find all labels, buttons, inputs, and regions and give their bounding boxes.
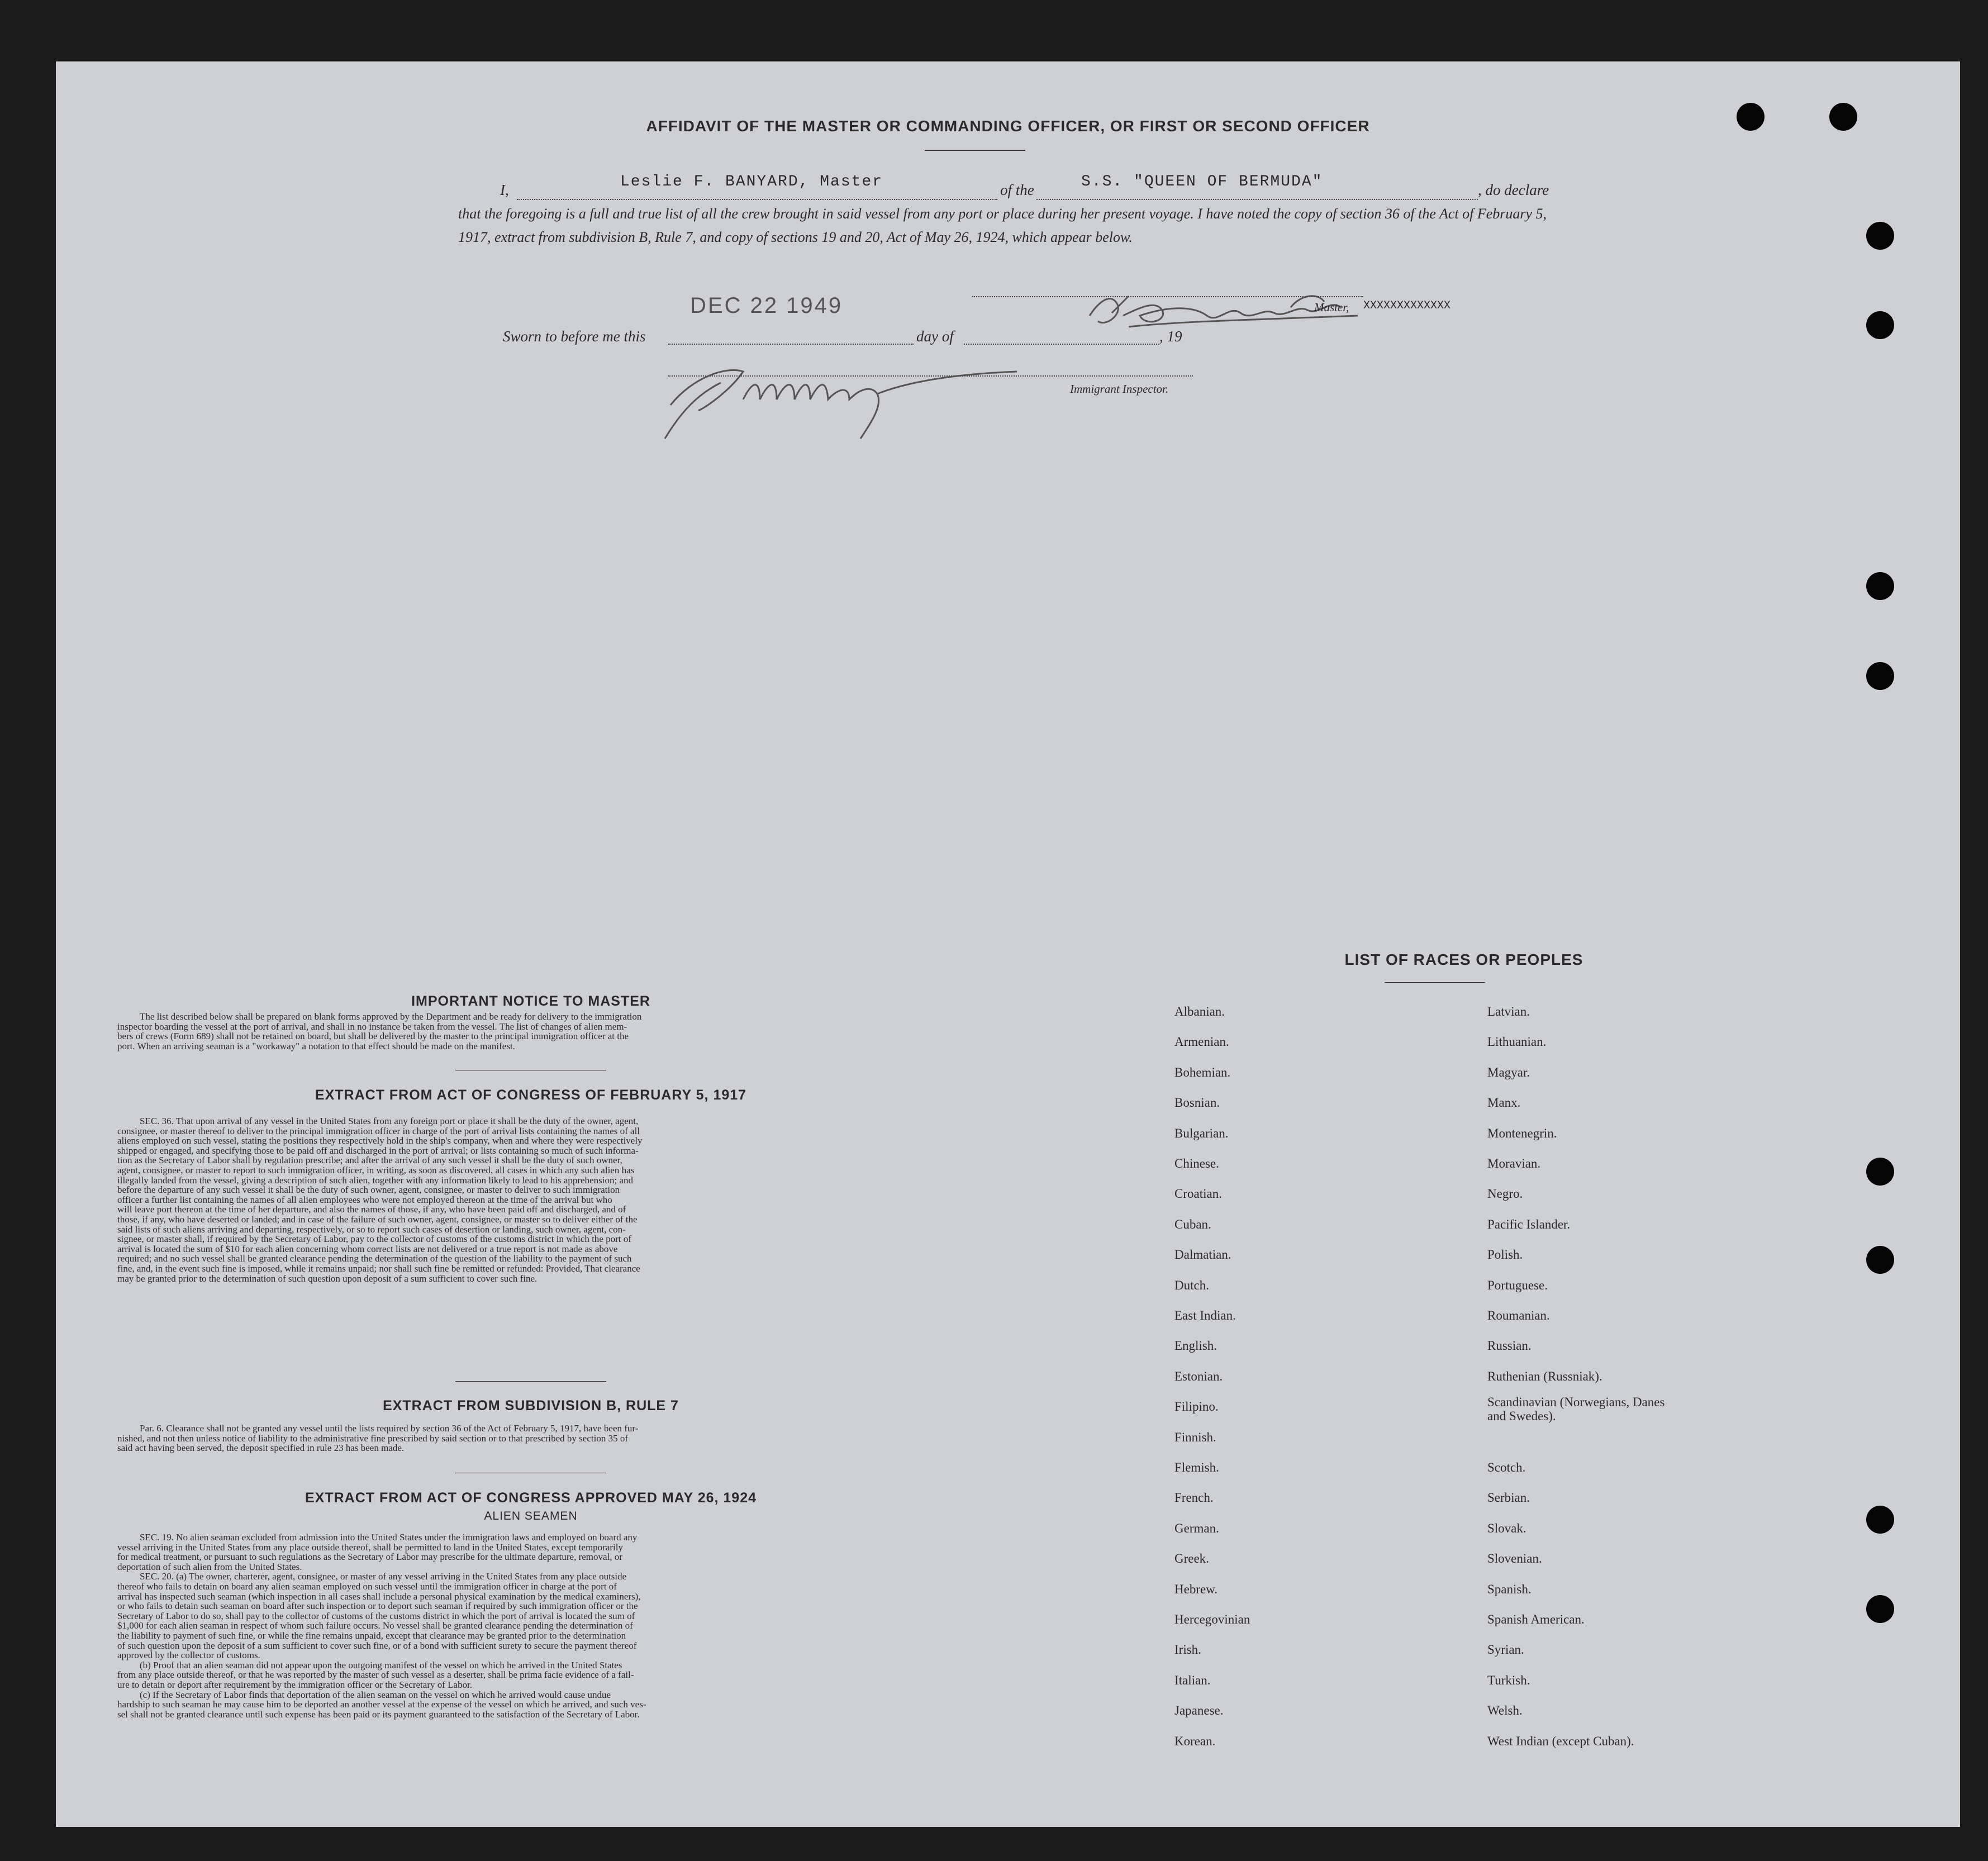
race-item: Moravian. [1487,1156,1541,1170]
act-1924-line: or who fails to detain such seaman on board after such inspection or to deport such seaman if required by such immigration officer or the [117,1601,638,1612]
act-1924-line: deportation of such alien from the United States. [117,1561,302,1572]
act-1924-text [117,1532,944,1719]
race-item: Latvian. [1487,1005,1530,1018]
act-1917-line: tion as the Secretary of Labor shall by regulation prescribe; and after the arrival of any such vessel it shall be the duty of such owner, [117,1155,622,1166]
form-sheet [56,61,1960,1827]
race-item: Ruthenian (Russniak). [1487,1369,1602,1383]
act-1924-line: vessel arriving in the United States from any place outside thereof, shall be permitted to land in the United States, except temporarily [117,1541,623,1553]
vessel-line [1036,199,1478,200]
race-item: Turkish. [1487,1673,1530,1687]
race-item: West Indian (except Cuban). [1487,1734,1634,1748]
vessel-name[interactable]: S.S. "QUEEN OF BERMUDA" [1081,173,1323,191]
act-1924-line: SEC. 19. No alien seaman excluded from admission into the United States under the immigration laws and employed on board any [140,1532,638,1543]
act-1924-line: thereof who fails to detain on board any alien seaman employed on such vessel until the immigration officer in charge at the port of [117,1581,617,1592]
notice-line: bers of crews (Form 689) shall not be retained on board, but shall be delivered by the master to the principal immigration officer at the [117,1031,629,1042]
affidavit-title: AFFIDAVIT OF THE MASTER OR COMMANDING OFFICER, OR FIRST OR SECOND OFFICER [646,117,1370,135]
act-1924-line: from any place outside thereof, or that he was reported by the master of such vessel as a deserter, shall be prima facie evidence of a fail- [117,1669,634,1681]
race-item: Albanian. [1174,1005,1225,1018]
act-1924-line: approved by the collector of customs. [117,1650,260,1661]
race-item: English. [1174,1339,1217,1353]
punch-hole [1866,662,1894,690]
race-item: Korean. [1174,1734,1216,1748]
act-1917-line: officer a further list containing the names of all alien employees who were not employed thereon at the time of the arrival but who [117,1194,612,1205]
race-item: Dalmatian. [1174,1248,1231,1262]
act-1924-line: arrival has inspected such seaman (which inspection in all cases shall include a personal physical examination by the medical examiners), [117,1591,641,1602]
rule-7-title: EXTRACT FROM SUBDIVISION B, RULE 7 [383,1398,679,1413]
act-1924-line: (c) If the Secretary of Labor finds that deportation of the alien seaman on the vessel on which he arrived would cause undue [140,1689,611,1700]
act-1917-title: EXTRACT FROM ACT OF CONGRESS OF FEBRUARY 5, 1917 [315,1087,747,1103]
race-item: Greek. [1174,1551,1209,1565]
act-1924-subtitle: ALIEN SEAMEN [484,1510,578,1522]
act-1917-text [117,1116,944,1283]
race-item: Scotch. [1487,1460,1526,1474]
notice-title: IMPORTANT NOTICE TO MASTER [411,993,650,1009]
divider [455,1381,606,1382]
race-item: Chinese. [1174,1156,1219,1170]
act-1924-line: SEC. 20. (a) The owner, charterer, agent, consignee, or master of any vessel arriving in the United States from any place outside [140,1571,627,1582]
act-1917-line: may be granted prior to the determination of such question upon deposit of a sum sufficient to cover such fine. [117,1273,538,1284]
race-item: Spanish American. [1487,1612,1585,1626]
act-1917-line: fine, and, in the event such fine is imposed, while it remains unpaid; nor shall such fine be remitted or refunded: Provided, That clearance [117,1263,640,1274]
of-the-label: of the [1000,182,1034,198]
act-1924-line: ure to detain or deport after requirement by the immigration officer or the Secretary of Labor. [117,1679,473,1690]
race-item: Montenegrin. [1487,1126,1557,1140]
act-1917-line: illegally landed from the vessel, giving a description of such alien, together with any information likely to lead to his apprehension; and [117,1174,633,1186]
race-item: Serbian. [1487,1491,1530,1505]
punch-hole [1866,1158,1894,1186]
race-item: Dutch. [1174,1278,1209,1292]
race-item: Pacific Islander. [1487,1217,1571,1231]
race-item: Magyar. [1487,1065,1530,1079]
act-1917-line: required; and no such vessel shall be granted clearance pending the determination of the question of the liability to the payment of such [117,1253,632,1264]
divider [925,150,1025,151]
race-item: Japanese. [1174,1703,1224,1717]
act-1924-line: $1,000 for each alien seaman in respect of whom such failure occurs. No vessel shall be granted clearance pending the determination of [117,1620,633,1631]
race-item: East Indian. [1174,1308,1236,1322]
act-1917-line: said lists of such aliens arriving and departing, respectively, or so to report such cases of desertion or landing, such owner, agent, con- [117,1224,626,1235]
race-item: Estonian. [1174,1369,1223,1383]
race-item: Italian. [1174,1673,1211,1687]
punch-hole [1866,1595,1894,1623]
race-item: Manx. [1487,1096,1521,1110]
affidavit-body: that the foregoing is a full and true list of all the crew brought in said vessel from any port or place during her present voyage. I have noted the copy of section 36 of the Act of February 5, 1917, extract from subdivision B, Rule 7, and copy of sections 19 and 20, Act of May 26, 1924, which appear below. [458,206,1547,245]
rule-7-text [117,1424,944,1453]
punch-hole [1866,1246,1894,1274]
act-1917-line: will leave port thereon at the time of her departure, and also the names of those, if any, who have been paid off and discharged, and of [117,1204,626,1215]
declarant-name[interactable]: Leslie F. BANYARD, Master [620,173,883,191]
race-item: Syrian. [1487,1643,1524,1657]
rule-7-line: said act having been served, the deposit specified in rule 23 has been made. [117,1443,405,1454]
race-item: Slovak. [1487,1521,1526,1535]
act-1924-line: (b) Proof that an alien seaman did not appear upon the outgoing manifest of the vessel on which he arrived in the United States [140,1659,622,1670]
races-title: LIST OF RACES OR PEOPLES [1344,951,1583,968]
race-item: Hercegovinian [1174,1612,1250,1626]
act-1917-line: arrival is located the sum of $10 for each alien concerning whom correct lists are not delivered or a true report is not made as above [117,1243,618,1254]
race-item: Negro. [1487,1187,1523,1201]
race-item: Polish. [1487,1248,1523,1262]
punch-hole [1866,572,1894,600]
race-item: Filipino. [1174,1400,1219,1413]
race-item: Russian. [1487,1339,1532,1353]
race-item: Hebrew. [1174,1582,1218,1596]
act-1924-line: the liability to payment of such fine, or while the fine remains unpaid, except that clearance may be granted prior to the determination [117,1630,626,1641]
day-of-label: day of [916,328,954,345]
act-1924-line: of such question upon the deposit of a sum sufficient to cover such fine, or of a bond with sufficient surety to secure the payment thereof [117,1640,637,1651]
act-1924-title: EXTRACT FROM ACT OF CONGRESS APPROVED MAY 26, 1924 [305,1490,757,1506]
race-item: French. [1174,1491,1214,1505]
inspector-signature-line [668,375,1193,377]
do-declare-label: , do declare [1478,182,1549,198]
notice-text [117,1012,944,1051]
race-item: Scandinavian (Norwegians, Danes and Swedes). [1487,1395,1665,1423]
act-1917-line: aliens employed on such vessel, stating the positions they respectively hold in the ship's company, when and where they were respectively [117,1135,643,1146]
punch-hole [1866,311,1894,339]
act-1917-line: SEC. 36. That upon arrival of any vessel in the United States from any foreign port or place it shall be the duty of the owner, agent, [140,1116,639,1126]
sworn-label: Sworn to before me this [503,328,646,345]
rule-7-line: nished, and not then unless notice of liability to the administrative fine prescribed by said section or to that prescribed by section 35 of [117,1432,628,1444]
race-item: Bohemian. [1174,1065,1231,1079]
inspector-signature [648,344,1039,444]
race-item: Irish. [1174,1643,1201,1657]
rule-7-line: Par. 6. Clearance shall not be granted any vessel until the lists required by section 36 of the Act of February 5, 1917, have been fur- [140,1423,639,1434]
notice-line: The list described below shall be prepared on blank forms approved by the Department and be ready for delivery to the immigration [140,1011,642,1022]
act-1924-line: hardship to such seaman he may cause him to be deported an another vessel at the expense of the vessel on which he arrived, and such ves- [117,1699,646,1710]
act-1917-line: agent, consignee, or master to report to such immigration officer, in writing, as soon as discovered, all cases in which any such alien has [117,1164,635,1175]
race-item: Slovenian. [1487,1551,1542,1565]
act-1917-line: before the departure of any such vessel it shall be the duty of such owner, agent, consignee, or master to deliver to such immigration [117,1184,620,1196]
act-1924-line: for medical treatment, or pursuant to such regulations as the Secretary of Labor may prescribe for the ultimate departure, removal, or [117,1551,622,1563]
struck-officer-title: XXXXXXXXXXXXX [1363,299,1451,312]
race-item: Welsh. [1487,1703,1523,1717]
punch-hole [1866,1506,1894,1534]
race-item: Spanish. [1487,1582,1532,1596]
declarant-line [517,199,997,200]
act-1917-line: consignee, or master thereof to deliver to the principal immigration officer in charge of the port of arrival lists containing the names of all [117,1125,640,1136]
race-item: Finnish. [1174,1430,1216,1444]
notice-line: port. When an arriving seaman is a "workaway" a notation to that effect should be made on the manifest. [117,1040,515,1051]
race-item: Flemish. [1174,1460,1219,1474]
race-item: Armenian. [1174,1035,1229,1049]
race-item: Lithuanian. [1487,1035,1547,1049]
i-label: I, [500,182,509,198]
master-label: Master, [1314,301,1349,314]
act-1917-line: signee, or master shall, if required by the Secretary of Labor, pay to the collector of customs of the customs district in which the port of [117,1234,631,1245]
race-item: Roumanian. [1487,1308,1550,1322]
master-signature-line [972,296,1363,297]
race-item: Bulgarian. [1174,1126,1229,1140]
race-item: Croatian. [1174,1187,1222,1201]
date-stamp: DEC 22 1949 [690,293,843,318]
year-label: , 19 [1159,328,1182,345]
act-1917-line: shipped or engaged, and specifying those to be paid off and discharged in the port of arrival; or lists containing so much of such informa- [117,1145,639,1156]
race-item: Cuban. [1174,1217,1211,1231]
notice-line: inspector boarding the vessel at the port of arrival, and shall in no instance be taken from the vessel. The list of changes of alien mem- [117,1021,627,1032]
inspector-label: Immigrant Inspector. [1070,382,1169,396]
divider [1385,982,1485,983]
race-item: Portuguese. [1487,1278,1548,1292]
race-item: German. [1174,1521,1219,1535]
act-1924-line: sel shall not be granted clearance until such expense has been paid or its payment guaranteed to the satisfaction of the Secretary of Labor. [117,1708,640,1720]
act-1917-line: those, if any, who have deserted or landed; and in case of the failure of such owner, agent, consignee, or master so to deliver either of the [117,1213,638,1225]
race-item: Bosnian. [1174,1096,1220,1110]
punch-hole [1866,222,1894,250]
act-1924-line: Secretary of Labor to do so, shall pay to the collector of customs of the customs district in which the port of arrival is located the sum of [117,1610,635,1621]
